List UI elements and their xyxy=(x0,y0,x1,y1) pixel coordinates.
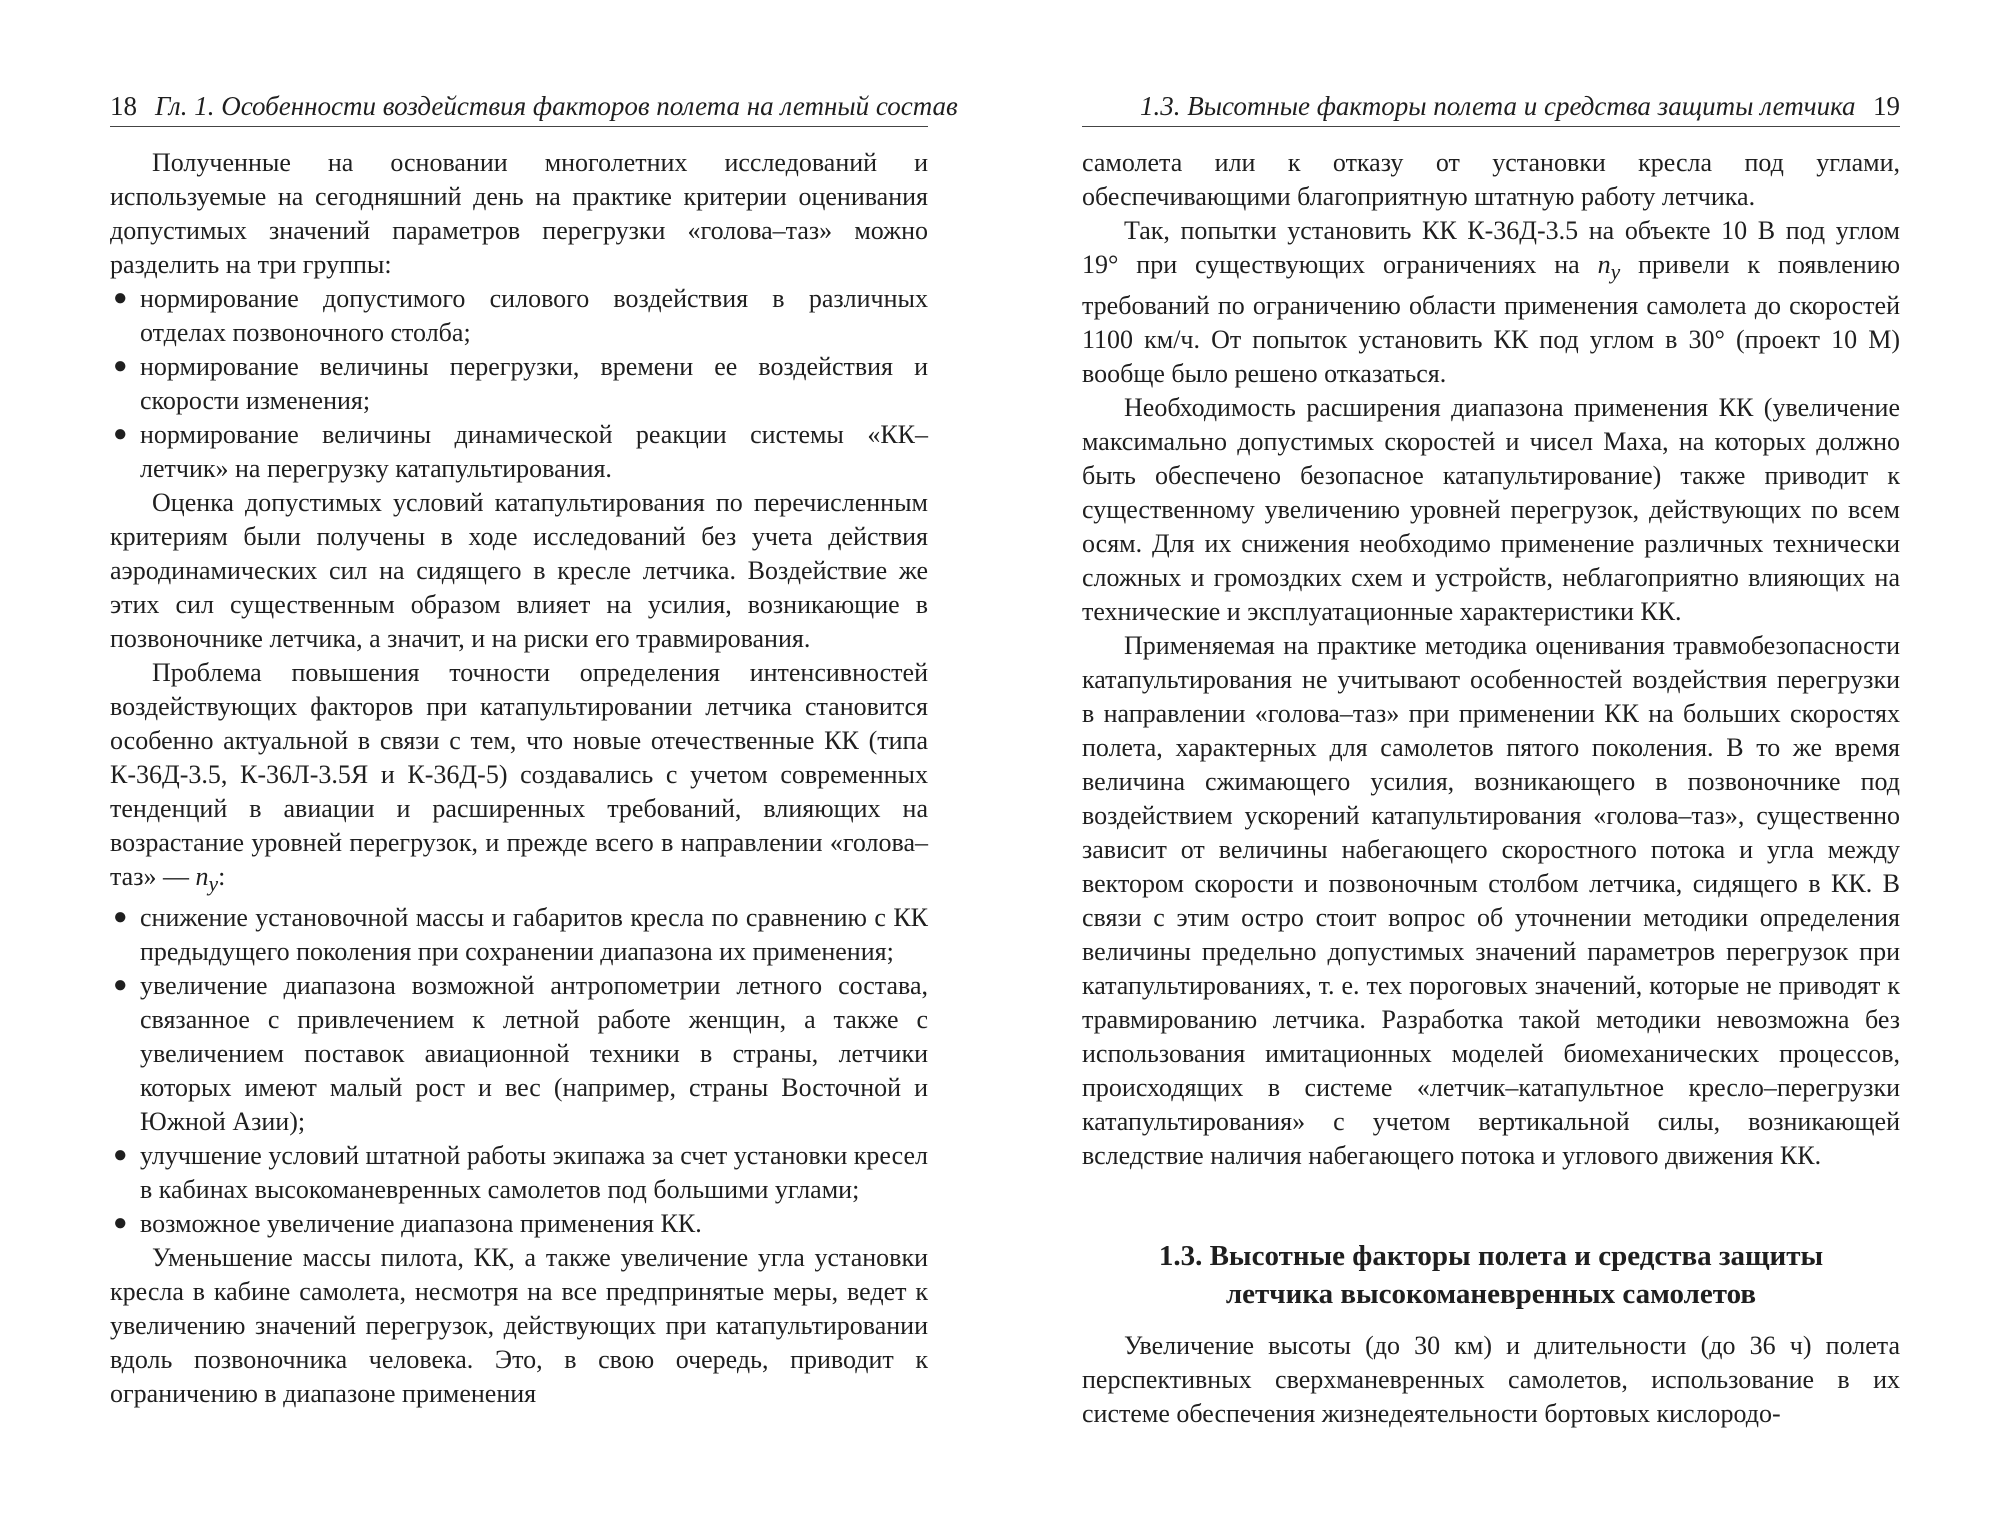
paragraph-text: Так, попытки установить КК К-36Д-3.5 на объекте 10 В под углом 19° при существующих ограничениях на xyxy=(1082,216,1900,279)
paragraph: Полученные на основании многолетних исследований и используемые на сегодняшний день на практике критерии оценивания допустимых значений параметров перегрузки «голова–таз» можно разделить на три группы: xyxy=(110,148,928,279)
list-item xyxy=(110,901,928,969)
paragraph: самолета или к отказу от установки кресла под углами, обеспечивающими благоприятную штатную работу летчика. xyxy=(1082,148,1900,211)
bullet-icon: ● xyxy=(113,1210,128,1237)
paragraph: Применяемая на практике методика оценивания травмобезопасности катапультирования не учитывают особенностей воздействия перегрузки в направлении «голова–таз» при применении КК на больших скоростях полета, характерных для самолетов пятого поколения. В то же время величина сжимающего усилия, возникающего в позвоночнике под воздействием ускорений катапультирования «голова–таз», существенно зависит от величины набегающего скоростного потока и угла между вектором скорости и позвоночным столбом летчика, сидящего в КК. В связи с этим остро стоит вопрос об уточнении методики определения величины предельно допустимых значений параметров перегрузок при катапультированиях, т. е. тех пороговых значений, которые не приводят к травмированию летчика. Разработка такой методики невозможна без использования имитационных моделей биомеханических процессов, происходящих в системе «летчик–катапультное кресло–перегрузки катапультирования» с учетом вертикальной силы, возникающей вследствие наличия набегающего потока и углового движения КК. xyxy=(1082,631,1900,1171)
list-item-text: снижение установочной массы и габаритов кресла по сравнению с КК предыдущего поколения при сохранении диапазона их применения; xyxy=(140,903,928,967)
paragraph: Необходимость расширения диапазона применения КК (увеличение максимально допустимых скоростей и чисел Маха, на которых должно быть обеспечено безопасное катапультирование) также приводит к существенному увеличению уровней перегрузок, действующих по всем осям. Для их снижения необходимо применение различных технически сложных и громоздких схем и устройств, неблагоприятно влияющих на технические и эксплуатационные характеристики КК. xyxy=(1082,393,1900,627)
bullet-icon: ● xyxy=(113,285,128,311)
bullet-list xyxy=(110,282,928,486)
paragraph: Уменьшение массы пилота, КК, а также увеличение угла установки кресла в кабине самолета, несмотря на все предпринятые меры, ведет к увеличению значений перегрузок, действующих при катапультировании вдоль позвоночника человека. Это, в свою очередь, приводит к ограничению в диапазоне применения xyxy=(110,1243,928,1409)
section-heading-line: 1.3. Высотные факторы полета и средства защиты xyxy=(1158,1240,1824,1273)
page-number-right: 19 xyxy=(1873,91,1900,121)
running-header-left xyxy=(110,86,958,127)
math-subscript: y xyxy=(1610,260,1621,285)
bullet-icon: ● xyxy=(113,1142,128,1169)
list-item-text: улучшение условий штатной работы экипажа за счет установки кресел в кабинах высокоманевренных самолетов под большими углами; xyxy=(140,1141,928,1205)
running-title-left: Гл. 1. Особенности воздействия факторов полета на летный состав xyxy=(155,91,958,121)
math-subscript: y xyxy=(208,872,219,897)
paragraph: Оценка допустимых условий катапультирования по перечисленным критериям были получены в ходе исследований без учета действия аэродинамических сил на сидящего в кресле летчика. Воздействие же этих сил существенным образом влияет на усилия, возникающие в позвоночнике летчика, а значит, и на риски его травмирования. xyxy=(110,488,928,653)
punctuation: : xyxy=(218,862,226,891)
list-item-text: увеличение диапазона возможной антропометрии летного состава, связанное с привлечением к летной работе женщин, а также с увеличением поставок авиационной техники в страны, летчики которых имеют малый рост и вес (например, страны Восточной и Южной Азии); xyxy=(140,971,928,1137)
paragraph-text: Проблема повышения точности определения интенсивностей воздействующих факторов при катапультировании летчика становится особенно актуальной в связи с тем, что новые отечественные КК (типа К-36Д-3.5, К-36Л-3.5Я и К-36Д-5) создавались с учетом современных тенденций в авиации и расширенных требований, влияющих на возрастание уровней перегрузок, и прежде всего в направлении «голова–таз» — xyxy=(110,658,928,891)
section-heading-line: летчика высокоманевренных самолетов xyxy=(1225,1278,1757,1311)
left-page-body xyxy=(110,146,928,1411)
list-item xyxy=(110,282,928,350)
bullet-list xyxy=(110,901,928,1241)
list-item xyxy=(110,1139,928,1207)
list-item-text: нормирование допустимого силового воздействия в различных отделах позвоночного столба; xyxy=(140,284,928,347)
section-heading xyxy=(1082,1237,1900,1313)
bullet-icon: ● xyxy=(113,353,128,379)
list-item xyxy=(110,1207,928,1241)
paragraph-text: привели к появлению требований по ограничению области применения самолета до скоростей 1100 км/ч. От попыток установить КК под углом в 30° (проект 10 М) вообще было решено отказаться. xyxy=(1082,250,1901,389)
paragraph: Увеличение высоты (до 30 км) и длительности (до 36 ч) полета перспективных сверхманевренных самолетов, использование в их системе обеспечения жизнедеятельности бортовых кислородо- xyxy=(1082,1331,1900,1429)
math-variable: n xyxy=(1597,250,1611,279)
list-item-text: нормирование величины перегрузки, времени ее воздействия и скорости изменения; xyxy=(140,352,928,415)
list-item xyxy=(110,969,928,1139)
paragraph xyxy=(110,656,928,901)
paragraph xyxy=(1082,214,1900,391)
bullet-icon: ● xyxy=(113,904,128,931)
list-item-text: нормирование величины динамической реакции системы «КК–летчик» на перегрузку катапультирования. xyxy=(140,420,928,483)
running-title-right: 1.3. Высотные факторы полета и средства защиты летчика xyxy=(1140,91,1856,121)
list-item-text: возможное увеличение диапазона применения КК. xyxy=(140,1209,702,1239)
list-item xyxy=(110,418,928,486)
math-variable: n xyxy=(195,862,209,891)
list-item xyxy=(110,350,928,418)
running-header-right xyxy=(1082,86,1900,127)
bullet-icon: ● xyxy=(113,972,128,999)
right-page-body xyxy=(1082,146,1900,1431)
bullet-icon: ● xyxy=(113,421,128,447)
page-number-left: 18 xyxy=(110,91,137,121)
